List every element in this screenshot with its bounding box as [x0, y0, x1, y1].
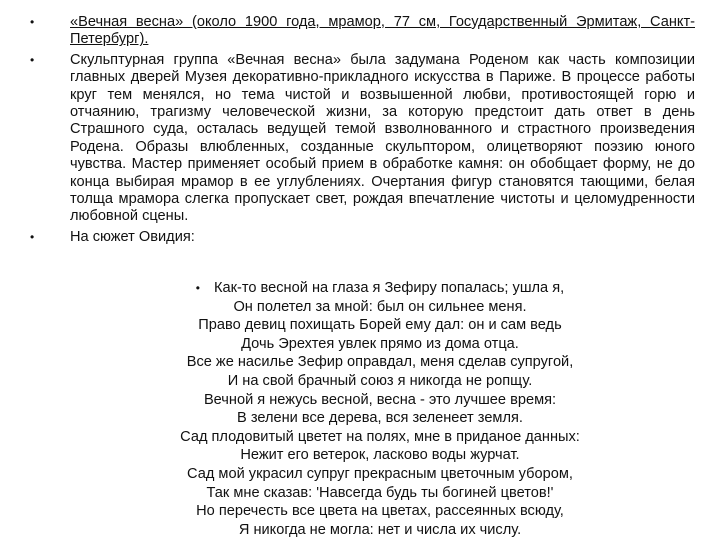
poem-line: Право девиц похищать Борей ему дал: он и сам ведь: [198, 317, 562, 334]
poem-line: Так мне сказав: 'Навсегда будь ты богиней цветов!': [206, 484, 554, 501]
poem: [100, 279, 660, 539]
poem-line: Вечной я нежусь весной, весна - это лучшее время:: [203, 391, 557, 408]
bullet-dot-icon: •: [30, 15, 35, 29]
poem-line: Сад мой украсил супруг прекрасным цветочным убором,: [187, 465, 573, 482]
poem-line: [100, 279, 660, 298]
poem-bullet-icon: •: [195, 281, 200, 295]
bullet-dot-icon: •: [30, 52, 35, 67]
poem-line: Я никогда не могла: нет и числа их числу.: [238, 521, 522, 538]
poem-line: В зелени все дерева, вся зеленеет земля.: [237, 410, 523, 427]
artwork-title: «Вечная весна» (около 1900 года, мрамор, 77 см, Государственный Эрмитаж, Санкт-Петербург).: [70, 14, 695, 48]
bullet-list: [30, 14, 695, 249]
description-text: Скульптурная группа «Вечная весна» была задумана Роденом как часть композиции главных дверей Музея декоративно-прикладного искусства в Париже. В процессе работы круг тем менялся, но тема чистой и возвышенной любви, противостоящей горю и отчаянию, трагизму человеческой жизни, за которую предстоит дать ответ в день Страшного суда, осталась ведущей темой взволнованного и страстного произведения Родена. Образы влюбленных, созданные скульптором, олицетворяют поэзию юного чувства. Мастер применяет особый прием в обработке камня: он обобщает форму, не до конца выбирая мрамор в ее углублениях. Очертания фигур становятся тающими, белая толща мрамора слегка пропускает свет, рождая впечатление чистоты и целомудренности любовной сцены.: [70, 51, 695, 225]
poem-line: Дочь Эрехтея увлек прямо из дома отца.: [241, 335, 519, 352]
poem-line: Он полетел за мной: был он сильнее меня.: [233, 298, 527, 315]
poem-line-text: Как-то весной на глаза я Зефиру попалась; ушла я,: [214, 280, 565, 296]
ovid-intro-text: На сюжет Овидия:: [70, 228, 195, 245]
bullet-item-title: [30, 14, 695, 49]
poem-line: Но перечесть все цвета на цветах, рассеянных всюду,: [196, 503, 564, 520]
poem-line: Нежит его ветерок, ласково воды журчат.: [240, 447, 520, 464]
poem-line: И на свой брачный союз я никогда не ропщу.: [227, 372, 533, 389]
bullet-item-ovid: [30, 229, 695, 246]
bullet-dot-icon: •: [30, 229, 35, 244]
bullet-item-description: [30, 52, 695, 226]
poem-line: Сад плодовитый цветет на полях, мне в приданое данных:: [180, 428, 580, 445]
poem-line: Все же насилье Зефир оправдал, меня сделав супругой,: [186, 354, 574, 371]
